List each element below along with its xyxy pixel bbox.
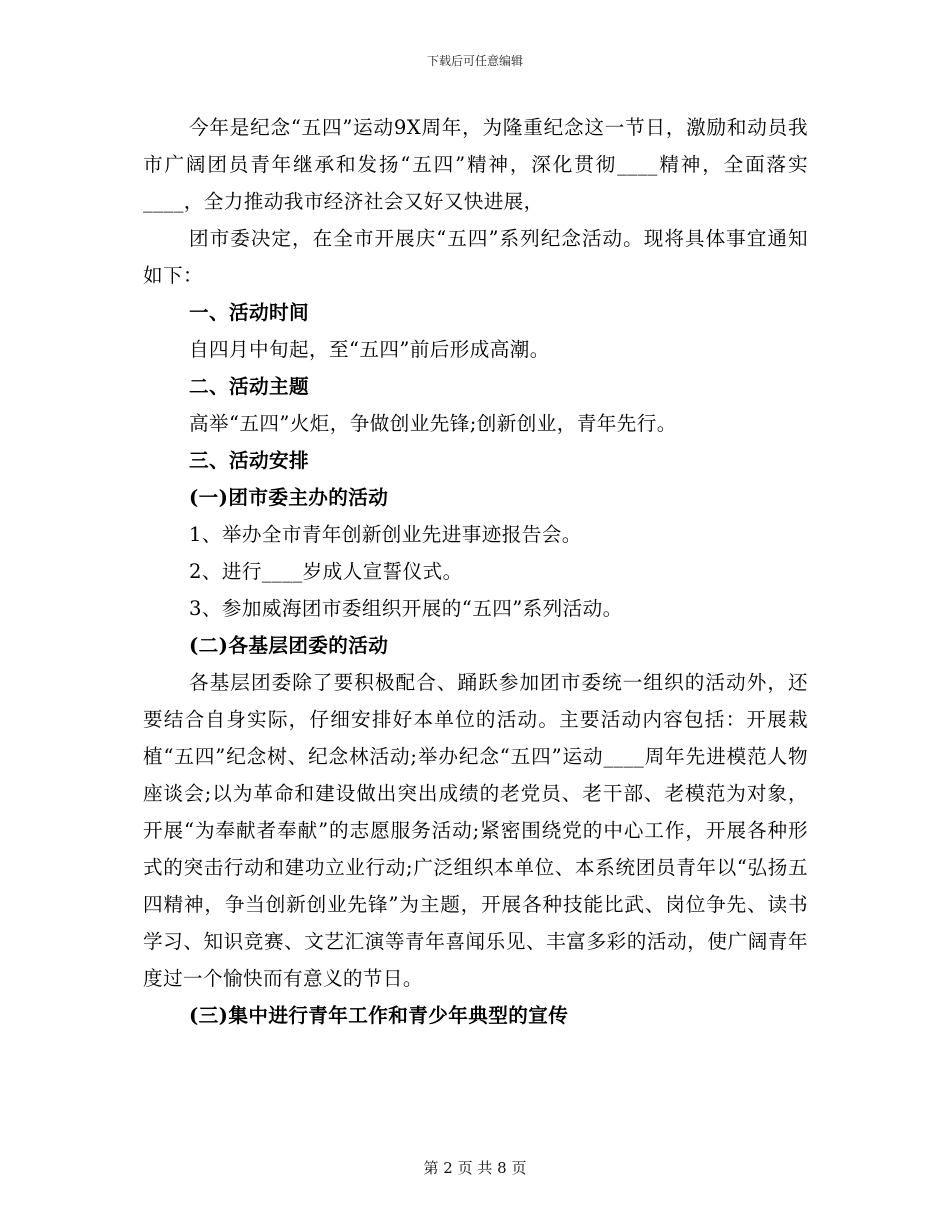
list-item: 1、举办全市青年创新创业先进事迹报告会。 — [189, 523, 582, 546]
subsection-heading-grassroots: (二)各基层团委的活动 — [189, 634, 389, 657]
section-heading-theme: 二、活动主题 — [189, 375, 309, 398]
document-body — [143, 109, 808, 1034]
subsection-heading-league-committee: (一)团市委主办的活动 — [189, 486, 389, 509]
intro-paragraph-2: 团市委决定，在全市开展庆“五四”系列纪念活动。现将具体事宜通知如下： — [143, 227, 808, 287]
list-item: 2、进行____岁成人宣誓仪式。 — [189, 560, 463, 583]
section-text-theme: 高举“五四”火炬，争做创业先锋;创新创业，青年先行。 — [189, 412, 677, 435]
intro-paragraph-1: 今年是纪念“五四”运动9X周年，为隆重纪念这一节日，激励和动员我市广阔团员青年继承和发扬“五四”精神，深化贯彻____精神，全面落实____，全力推动我市经济社会又好又快进展， — [143, 116, 808, 213]
section-heading-time: 一、活动时间 — [189, 301, 309, 324]
list-item: 3、参加威海团市委组织开展的“五四”系列活动。 — [189, 597, 623, 620]
subsection-heading-publicity: (三)集中进行青年工作和青少年典型的宣传 — [189, 1004, 569, 1027]
page-header-note: 下载后可任意编辑 — [426, 54, 523, 68]
page-number: 第 2 页 共 8 页 — [423, 1159, 527, 1177]
section-text-time: 自四月中旬起，至“五四”前后形成高潮。 — [189, 338, 550, 361]
subsection-text-grassroots: 各基层团委除了要积极配合、踊跃参加团市委统一组织的活动外，还要结合自身实际，仔细安排好本单位的活动。主要活动内容包括：开展栽植“五四”纪念树、纪念林活动;举办纪念“五四”运动____周年先进模范人物座谈会;以为革命和建设做出突出成绩的老党员、老干部、老模范为对象，开展“为奉献者奉献”的志愿服务活动;紧密围绕党的中心工作，开展各种形式的突击行动和建功立业行动;广泛组织本单位、本系统团员青年以“弘扬五四精神，争当创新创业先锋”为主题，开展各种技能比武、岗位争先、读书学习、知识竞赛、文艺汇演等青年喜闻乐见、丰富多彩的活动，使广阔青年度过一个愉快而有意义的节日。 — [143, 671, 808, 990]
section-heading-arrangement: 三、活动安排 — [189, 449, 309, 472]
